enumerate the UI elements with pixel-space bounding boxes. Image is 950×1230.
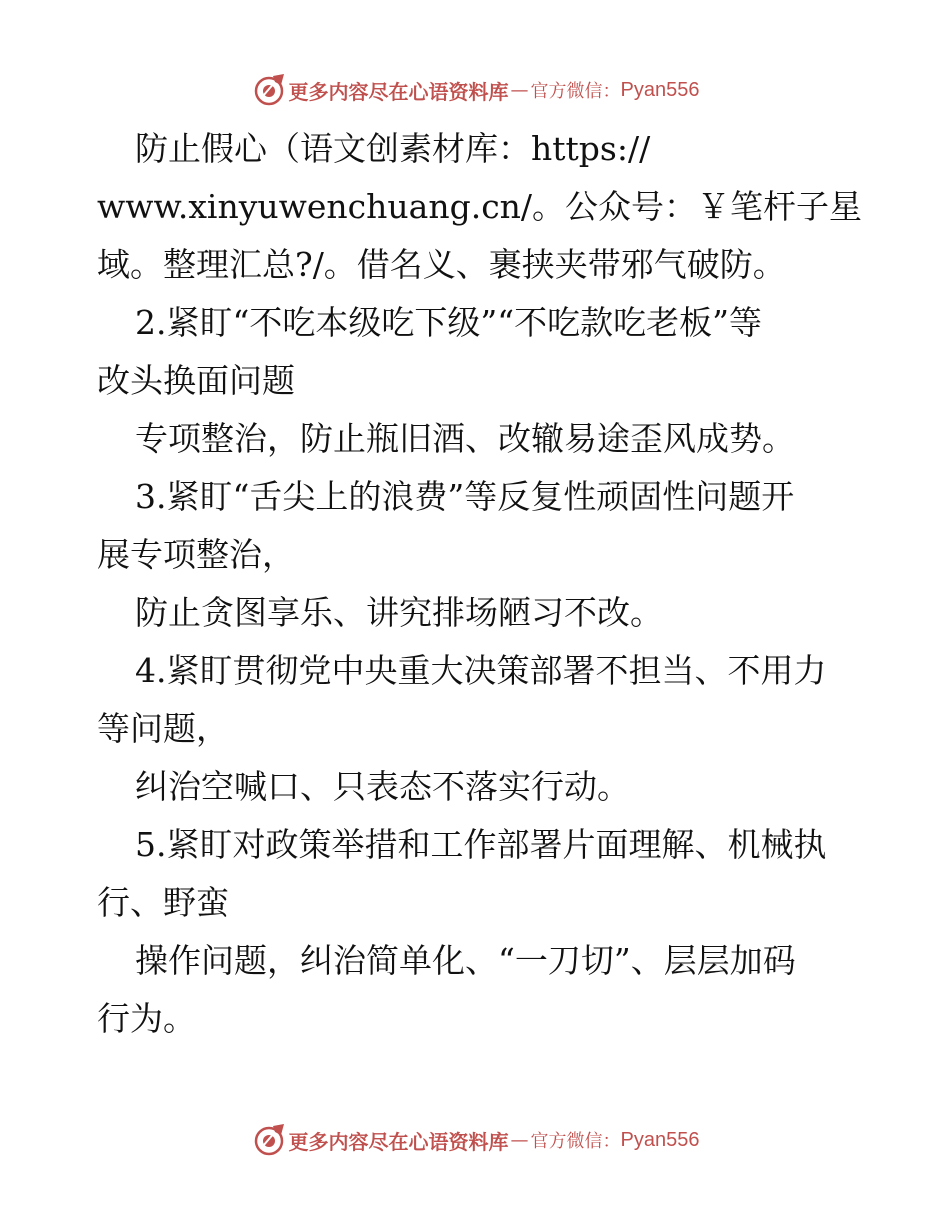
body-line: 5.紧盯对政策举措和工作部署片面理解、机械执 xyxy=(135,825,827,864)
body-line: 操作问题，纠治简单化、“一刀切”、层层加码 xyxy=(135,941,796,980)
document-body xyxy=(97,120,867,1048)
body-line: www.xinyuwenchuang.cn/。公众号：￥笔杆子星 xyxy=(97,187,863,226)
body-line: 改头换面问题 xyxy=(97,361,295,400)
body-line: 3.紧盯“舌尖上的浪费”等反复性顽固性问题开 xyxy=(135,477,795,516)
header-wechat-label: 官方微信： xyxy=(530,81,621,102)
footer-wechat-label: 官方微信： xyxy=(530,1131,621,1152)
body-line: 等问题， xyxy=(97,709,229,748)
pen-nib-logo-icon xyxy=(251,72,287,108)
body-line: 行、野蛮 xyxy=(97,883,229,922)
header-banner xyxy=(0,72,950,108)
body-line: 纠治空喊口、只表态不落实行动。 xyxy=(135,767,630,806)
header-separator: — xyxy=(510,79,529,101)
footer-wechat-id: Pyan556 xyxy=(620,1128,700,1151)
body-line: 防止贪图享乐、讲究排场陋习不改。 xyxy=(135,593,663,632)
body-line: 专项整治，防止瓶旧酒、改辙易途歪风成势。 xyxy=(135,419,795,458)
header-slogan: 更多内容尽在心语资料库 xyxy=(288,79,509,104)
body-line: 域。整理汇总?/。借名义、裹挟夹带邪气破防。 xyxy=(97,245,786,284)
footer-banner xyxy=(0,1122,950,1158)
body-line: 展专项整治， xyxy=(97,535,295,574)
pen-nib-logo-icon xyxy=(251,1122,287,1158)
body-line: 2.紧盯“不吃本级吃下级”“不吃款吃老板”等 xyxy=(135,303,762,342)
footer-separator: — xyxy=(510,1129,529,1151)
body-line: 防止假心（语文创素材库：https:// xyxy=(135,129,651,168)
body-line: 4.紧盯贯彻党中央重大决策部署不担当、不用力 xyxy=(135,651,827,690)
header-wechat-id: Pyan556 xyxy=(620,78,700,101)
footer-slogan: 更多内容尽在心语资料库 xyxy=(288,1129,509,1154)
body-line: 行为。 xyxy=(97,999,196,1038)
